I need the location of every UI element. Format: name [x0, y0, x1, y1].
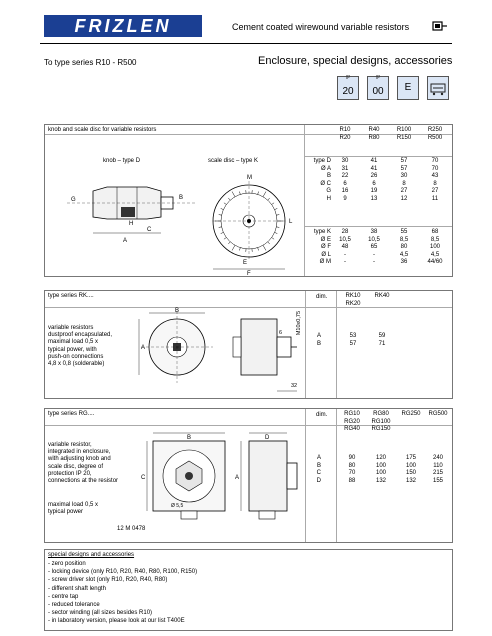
row-key: C: [316, 470, 321, 476]
rk-table: [315, 333, 435, 348]
table-row: [315, 455, 452, 463]
row-key: B: [316, 462, 321, 469]
table-row: [315, 341, 435, 349]
col-header: R10 R20: [339, 127, 351, 141]
rg-description: [48, 442, 118, 485]
text-line: integrated in enclosure,: [48, 449, 111, 456]
row-cell: 19: [370, 188, 378, 194]
row-cell: 10,5: [368, 236, 380, 243]
ip00-badge: [367, 76, 389, 100]
row-key: A: [316, 455, 321, 461]
row-cell: 43: [431, 173, 439, 179]
brand-logo: FRIZLEN: [44, 15, 202, 37]
row-key: G: [326, 188, 331, 194]
row-cell: 68: [431, 229, 439, 235]
text-line: - different shaft length: [48, 585, 106, 592]
text-line: protection IP 20,: [48, 470, 92, 477]
svg-text:F: F: [247, 271, 251, 275]
col-header: RK40: [374, 293, 390, 299]
row-key: Ø E: [320, 236, 331, 243]
row-key: A: [316, 333, 321, 339]
page-title: Cement coated wirewound variable resistors: [232, 22, 410, 32]
rg-drawing: [141, 429, 303, 541]
text-line: with adjusting knob and: [48, 456, 111, 463]
enclosure-icon: [428, 77, 448, 99]
row-cell: 70: [431, 158, 439, 164]
row-cell: 41: [370, 158, 378, 164]
scale-disc-drawing: [197, 171, 301, 275]
rg-description-load: [48, 502, 98, 516]
text-line: - centre tap: [48, 593, 79, 600]
row-cell: 28: [341, 229, 349, 235]
table-row: [307, 158, 452, 166]
table-row: [307, 259, 452, 267]
row-key: Ø A: [320, 165, 331, 172]
series-range: To type series R10 - R500: [44, 58, 137, 67]
table-row: [307, 244, 452, 252]
text-line: maximal load 0,5 x: [48, 339, 99, 346]
col-header: RK10 RK20: [345, 293, 361, 307]
text-line: dustproof encapsulated,: [48, 332, 113, 339]
row-cell: 100: [405, 462, 416, 469]
row-cell: -: [344, 259, 346, 265]
svg-text:B: B: [175, 308, 180, 314]
row-cell: 57: [400, 158, 408, 164]
row-key: Ø F: [321, 244, 331, 250]
row-cell: 100: [429, 244, 440, 250]
badge-top: IP: [375, 75, 381, 81]
row-key: H: [326, 195, 331, 202]
text-line: - in laboratory version, please look at our list T400E: [48, 618, 185, 625]
svg-text:G: G: [71, 197, 76, 203]
ip20-badge: [337, 76, 359, 100]
row-cell: 100: [375, 462, 386, 469]
table-row: [307, 237, 452, 245]
type-k-table: [307, 229, 452, 267]
row-cell: 57: [400, 165, 408, 172]
text-line: scale disc, degree of: [48, 463, 104, 470]
svg-text:A: A: [141, 345, 146, 351]
badge-top: IP: [345, 75, 351, 81]
table-row: [307, 229, 452, 237]
row-cell: 80: [348, 462, 356, 469]
row-cell: 215: [432, 470, 443, 476]
row-cell: 27: [400, 188, 408, 194]
text-line: variable resistor,: [48, 442, 92, 448]
table-row: [315, 478, 452, 486]
row-cell: 88: [348, 477, 356, 484]
table-row: [315, 463, 452, 471]
dim-header: dim.: [316, 412, 328, 418]
row-cell: 11: [431, 195, 439, 202]
svg-text:A: A: [235, 475, 240, 481]
row-cell: 27: [431, 188, 439, 194]
svg-text:L: L: [289, 219, 293, 225]
row-cell: 57: [349, 340, 357, 347]
table-row: [315, 333, 435, 341]
row-cell: -: [373, 251, 375, 258]
row-cell: 150: [405, 470, 416, 476]
col-header: R100 R150: [396, 127, 412, 141]
svg-text:C: C: [141, 475, 146, 481]
row-cell: 48: [341, 244, 349, 250]
part-number: 12 M 0478: [117, 526, 146, 532]
row-cell: 8,5: [430, 236, 440, 243]
row-cell: 175: [405, 455, 416, 461]
text-line: - zero position: [48, 561, 86, 567]
rg-table: [315, 455, 452, 485]
section-title: type series RK....: [48, 293, 94, 299]
row-cell: 155: [432, 477, 443, 484]
row-cell: 10,5: [339, 236, 351, 243]
row-cell: 26: [370, 173, 378, 179]
svg-text:E: E: [243, 260, 248, 266]
text-line: variable resistors: [48, 325, 94, 331]
row-cell: 70: [431, 165, 439, 172]
resistor-plug-icon: [432, 18, 448, 34]
row-cell: 70: [348, 470, 356, 476]
text-line: 4,8 x 0,8 (solderable): [48, 361, 105, 368]
row-key: type D: [313, 158, 331, 164]
row-cell: 6: [372, 180, 376, 187]
rg-series-section: [44, 408, 453, 543]
row-key: Ø L: [321, 251, 331, 258]
row-cell: 13: [370, 195, 378, 202]
disc-label: scale disc – type K: [208, 158, 259, 164]
row-cell: 90: [348, 455, 356, 461]
row-cell: 9: [343, 195, 347, 202]
section-title: special designs and accessories: [48, 552, 135, 558]
dim-m10: M10x0,75: [296, 311, 302, 336]
row-cell: 120: [375, 455, 386, 461]
row-cell: 8: [402, 180, 406, 187]
svg-text:H: H: [129, 221, 134, 227]
row-cell: 110: [433, 462, 443, 469]
header-divider: [40, 43, 452, 44]
row-key: B: [316, 340, 321, 347]
row-cell: 100: [375, 470, 386, 476]
row-cell: 55: [400, 229, 408, 235]
row-cell: 31: [341, 165, 349, 172]
row-cell: 38: [370, 229, 378, 235]
special-designs-list: [48, 560, 197, 626]
table-row: [307, 166, 452, 174]
badge-value: 00: [372, 86, 384, 97]
accessory-badge: [427, 76, 449, 100]
table-row: [307, 196, 452, 204]
row-cell: 53: [349, 333, 357, 339]
section-title: type series RG....: [48, 411, 95, 417]
text-line: typical power, with: [48, 346, 97, 353]
row-cell: 44/60: [427, 259, 443, 265]
dim-header: dim.: [316, 294, 328, 300]
text-line: - screw driver slot (only R10, R20, R40, R80): [48, 577, 168, 584]
row-cell: 80: [400, 244, 408, 250]
row-cell: 30: [400, 173, 408, 179]
col-header: RG250: [401, 411, 421, 417]
e-badge: [397, 76, 419, 100]
row-cell: -: [344, 251, 346, 258]
svg-text:M: M: [247, 175, 252, 181]
table-row: [307, 188, 452, 196]
col-header: RG10 RG20 RG40: [344, 411, 360, 432]
section-heading: Enclosure, special designs, accessories: [258, 55, 453, 67]
rk-description: [48, 325, 112, 368]
text-line: - sector winding (all sizes besides R10): [48, 610, 153, 617]
rk-series-section: [44, 290, 453, 399]
col-header: R250 R500: [427, 127, 443, 141]
svg-text:C: C: [147, 227, 152, 233]
row-cell: 22: [341, 173, 349, 179]
text-line: - locking device (only R10, R20, R40, R80, R100, R150): [48, 569, 198, 576]
dim-6: 6: [279, 330, 283, 336]
row-cell: 132: [375, 477, 386, 484]
row-key: type K: [313, 229, 331, 235]
table-row: [315, 470, 452, 478]
row-cell: 41: [370, 165, 378, 172]
row-cell: 240: [432, 455, 443, 461]
text-line: typical power: [48, 509, 84, 516]
knob-scale-section: [44, 124, 453, 277]
rk-drawing: [137, 307, 297, 397]
dim-32: 32: [291, 383, 298, 389]
row-cell: 4,5: [430, 251, 440, 258]
text-line: maximal load 0,5 x: [48, 502, 99, 508]
knob-drawing: [67, 173, 199, 253]
svg-text:B: B: [179, 195, 184, 201]
table-row: [307, 181, 452, 189]
row-cell: 6: [343, 180, 347, 187]
svg-text:B: B: [187, 435, 192, 441]
row-cell: 8: [433, 180, 437, 187]
row-key: D: [316, 477, 321, 484]
type-d-table: [307, 158, 452, 203]
col-header: RG80 RG100 RG150: [371, 411, 391, 432]
row-key: Ø M: [319, 259, 331, 265]
row-cell: 16: [341, 188, 349, 194]
row-cell: 36: [400, 259, 408, 265]
svg-text:D: D: [265, 435, 270, 441]
badge-value: E: [404, 82, 412, 93]
row-cell: 132: [405, 477, 416, 484]
text-line: connections at the resistor: [48, 478, 119, 485]
table-row: [307, 252, 452, 260]
text-line: - reduced tolerance: [48, 602, 100, 609]
section-title: knob and scale disc for variable resistors: [48, 127, 157, 133]
row-cell: 59: [378, 333, 386, 339]
badge-value: 20: [342, 86, 354, 97]
row-cell: 71: [378, 340, 386, 347]
row-cell: 4,5: [399, 251, 409, 258]
row-cell: 65: [370, 244, 378, 250]
row-cell: 8,5: [399, 236, 409, 243]
dim-d55: Ø 5,5: [171, 503, 184, 509]
row-key: Ø C: [320, 180, 331, 187]
row-key: B: [326, 173, 331, 179]
knob-label: knob – type D: [103, 158, 141, 164]
special-designs-section: [44, 549, 453, 631]
col-header: RG500: [428, 411, 448, 417]
dim-a-label: A: [123, 238, 128, 244]
row-cell: 30: [341, 158, 349, 164]
text-line: push-on connections: [48, 353, 104, 360]
row-cell: -: [373, 259, 375, 265]
col-header: R40 R80: [368, 127, 380, 141]
row-cell: 12: [400, 195, 408, 202]
table-row: [307, 173, 452, 181]
